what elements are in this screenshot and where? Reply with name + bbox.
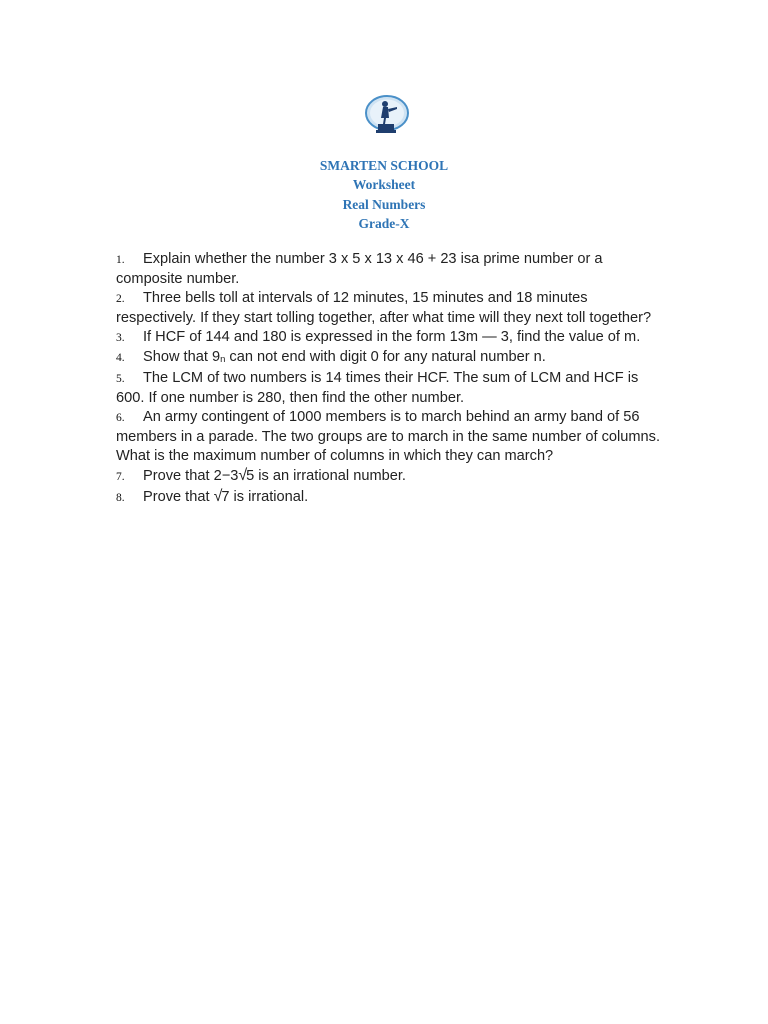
radicand: 5: [246, 468, 255, 484]
question-item: [116, 487, 661, 508]
question-item: [116, 408, 661, 466]
question-number: 6.: [116, 412, 125, 424]
question-item: [116, 289, 661, 328]
subscript-n: n: [220, 354, 226, 365]
question-item: [116, 466, 661, 487]
question-text-post: can not end with digit 0 for any natural number n.: [225, 349, 546, 365]
question-item: [116, 328, 661, 348]
question-text-pre: Prove that 2−3: [143, 468, 239, 484]
school-name: SMARTEN SCHOOL: [319, 158, 449, 173]
subject-title: Real Numbers: [342, 196, 426, 212]
document-type: Worksheet: [352, 177, 416, 193]
question-text: The LCM of two numbers is 14 times their HCF. The sum of LCM and HCF is 600. If one number is 280, then find the other number.: [116, 370, 639, 406]
question-text-post: is an irrational number.: [254, 468, 406, 484]
question-text: If HCF of 144 and 180 is expressed in the form 13m — 3, find the value of m.: [143, 329, 641, 345]
question-text: Explain whether the number 3 x 5 x 13 x 46 + 23 isa prime number or a composite number.: [116, 251, 603, 287]
question-text: Three bells toll at intervals of 12 minutes, 15 minutes and 18 minutes respectively. If they start tolling together, after what time will they next toll together?: [116, 290, 652, 326]
question-number: 4.: [116, 352, 125, 364]
square-root-icon: √: [238, 467, 248, 484]
question-list: [116, 250, 661, 508]
question-number: 2.: [116, 293, 125, 305]
question-text-pre: Prove that: [143, 489, 214, 505]
question-item: [116, 369, 661, 408]
school-logo-icon: [362, 94, 412, 136]
question-number: 7.: [116, 471, 125, 483]
question-number: 8.: [116, 492, 125, 504]
worksheet-header: [0, 156, 768, 233]
question-text-pre: Show that 9: [143, 349, 221, 365]
grade-label: Grade-X: [358, 215, 410, 231]
radicand: 7: [221, 489, 230, 505]
question-item: [116, 250, 661, 289]
question-number: 5.: [116, 373, 125, 385]
question-text: An army contingent of 1000 members is to march behind an army band of 56 members in a parade. The two groups are to march in the same number of columns. What is the maximum number of columns in which they can march?: [116, 409, 661, 464]
question-text-post: is irrational.: [229, 489, 309, 505]
question-number: 3.: [116, 332, 125, 344]
question-number: 1.: [116, 254, 125, 266]
question-item: [116, 348, 661, 369]
square-root-icon: √: [213, 488, 223, 505]
